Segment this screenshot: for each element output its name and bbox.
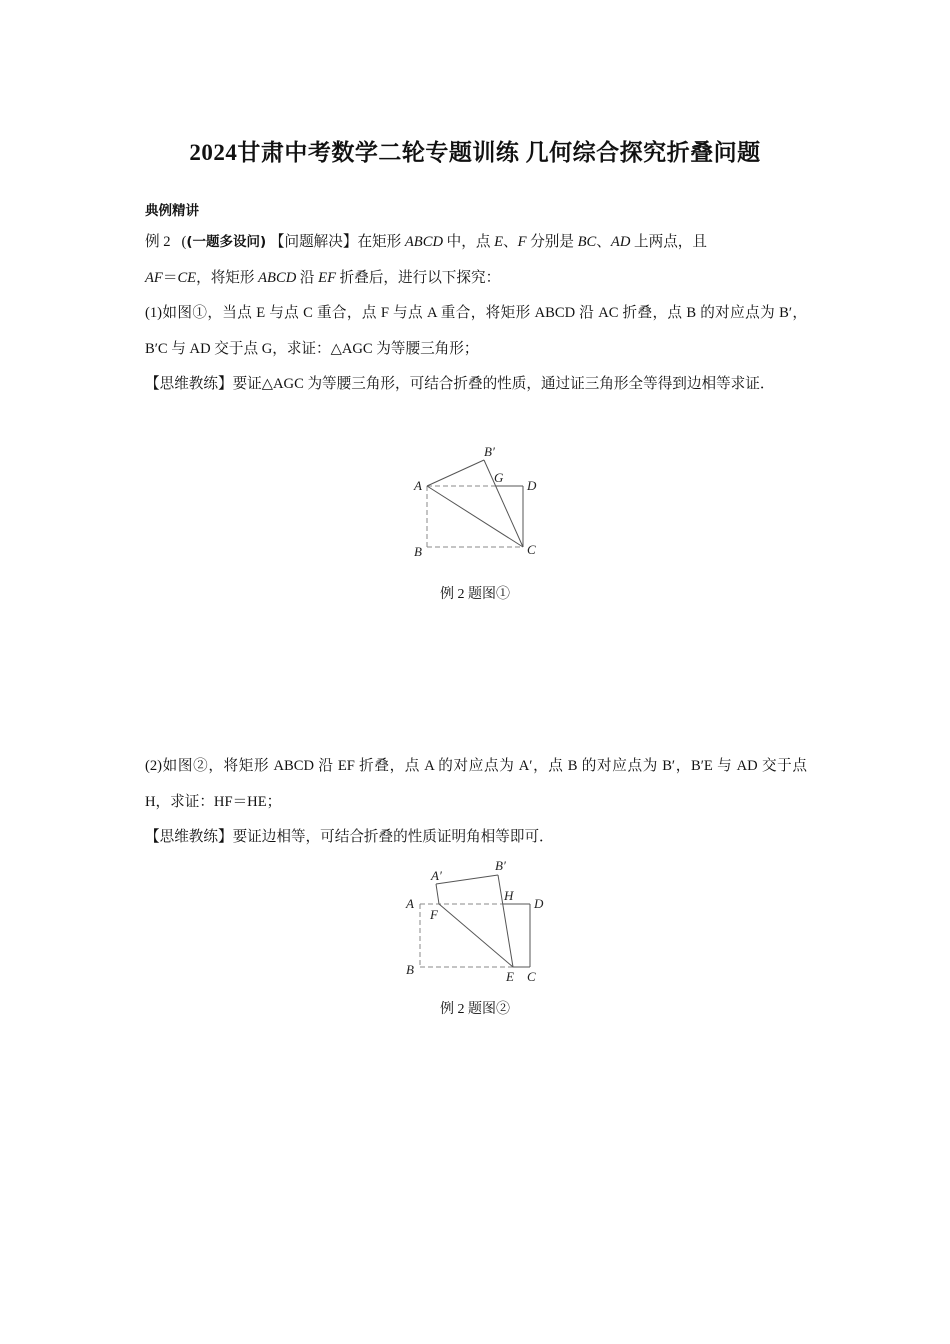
intro-math: F (517, 234, 527, 250)
fig1-label-G: G (494, 470, 504, 485)
fig2-label-B: B (406, 962, 414, 977)
fig1-label-Bp: B′ (484, 444, 495, 459)
intro-math: ABCD (404, 234, 443, 250)
fig2-label-F: F (430, 907, 438, 922)
example-bracket: 【问题解决】 (269, 234, 358, 250)
example-tag: (一题多设问) (186, 234, 267, 250)
fig2-label-A: A (406, 896, 414, 911)
intro-text: 折叠后，进行以下探究： (336, 269, 501, 286)
example-label: 例 2 (145, 234, 171, 250)
intro-text: ，将矩形 (196, 269, 259, 286)
intro-text: 、 (503, 234, 518, 250)
fig1-label-A: A (414, 478, 422, 493)
hint-text: 要证△AGC 为等腰三角形，可结合折叠的性质，通过证三角形全等得到边相等求证． (232, 376, 775, 392)
fig1-label-B: B (414, 544, 422, 559)
intro-math: CE (177, 269, 197, 286)
part2-question: (2)如图②，将矩形 ABCD 沿 EF 折叠，点 A 的对应点为 A′，点 B 的对应点为 B′，B′E 与 AD 交于点 H，求证：HF＝HE； (145, 758, 807, 810)
fig2-label-Bp: B′ (495, 858, 506, 873)
fig2-label-C: C (527, 969, 536, 984)
hint-label: 【思维教练】 (145, 376, 233, 392)
part1-question: (1)如图①，当点 E 与点 C 重合，点 F 与点 A 重合，将矩形 ABCD 沿 AC 折叠，点 B 的对应点为 B′，B′C 与 AD 交于点 G，求证：△AGC 为等腰三角形； (145, 305, 807, 357)
intro-math: AF (145, 269, 163, 286)
intro-text: 上两点，且 (630, 234, 707, 250)
fig2-label-D: D (534, 896, 544, 911)
fig2-label-H: H (504, 888, 514, 903)
intro-text: 分别是 (526, 234, 578, 250)
fig1-label-C: C (527, 542, 536, 557)
intro-math: E (494, 234, 504, 250)
hint-text: 要证边相等，可结合折叠的性质证明角相等即可． (232, 829, 554, 845)
section-heading: 典例精讲 (145, 203, 199, 219)
document-title: 2024甘肃中考数学二轮专题训练 几何综合探究折叠问题 (189, 140, 761, 165)
figure-1-caption: 例 2 题图① (440, 587, 510, 602)
part2-hint (145, 820, 807, 856)
intro-math: EF (318, 269, 336, 286)
example-intro: 例 2 ((一题多设问) 【问题解决】在矩形 ABCD 中，点 E、F 分别是 BC、AD 上两点，且 AF＝CE，将矩形 ABCD 沿 EF 折叠后，进行以下探究： (145, 234, 707, 286)
intro-text: 在矩形 (357, 234, 405, 250)
fig1-label-D: D (527, 478, 537, 493)
intro-math: BC (577, 234, 597, 250)
intro-text: 中，点 (443, 234, 495, 250)
fig2-label-Ap: A′ (431, 868, 442, 883)
intro-math: ABCD (258, 269, 297, 286)
hint-label: 【思维教练】 (145, 829, 233, 845)
intro-math: AD (610, 234, 631, 250)
intro-text: 沿 (296, 269, 319, 286)
figure-2-caption: 例 2 题图② (440, 1002, 510, 1017)
intro-text: 、 (596, 234, 611, 250)
fig2-label-E: E (506, 969, 514, 984)
intro-text: ＝ (162, 269, 178, 286)
